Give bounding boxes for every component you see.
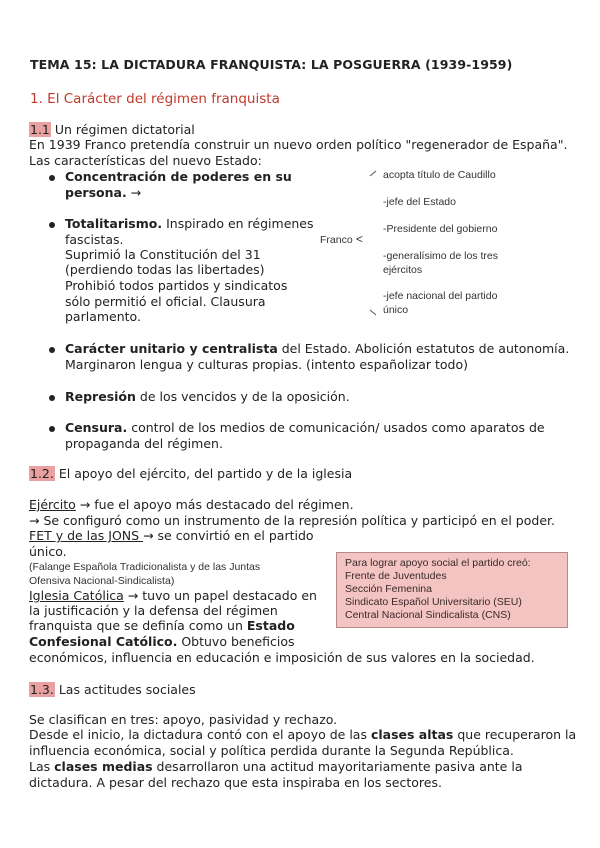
bullet-dot [49, 426, 55, 432]
subsection-heading-1-2 [29, 466, 352, 481]
iglesia-text: franquista que se definía como un [29, 618, 247, 633]
bullet-2-line-1 [65, 216, 314, 232]
ejercito-line-2: → Se configuró como un instrumento de la represión política y participó en el poder. [29, 513, 555, 528]
note-box-line-5: Central Nacional Sindicalista (CNS) [345, 609, 511, 621]
iglesia-text: Obtuvo beneficios [177, 634, 295, 649]
franco-note-3: -Presidente del gobierno [383, 223, 498, 235]
actitudes-line-4 [29, 759, 522, 775]
bullet-2-rest: Inspirado en régimenes [162, 216, 314, 231]
bullet-2-line-6: sólo permitió el oficial. Clausura [65, 294, 266, 309]
actitudes-text: Desde el inicio, la dictadura contó con el apoyo de las [29, 727, 371, 742]
iglesia-rest: → tuvo un papel destacado en [123, 588, 317, 603]
actitudes-line-5: dictadura. A pesar del rechazo que esta inspiraba en los sectores. [29, 775, 442, 790]
falange-line-2: Ofensiva Nacional-Sindicalista) [29, 575, 175, 587]
falange-line-1: (Falange Española Tradicionalista y de las Juntas [29, 561, 261, 573]
bullet-1-line-2 [65, 185, 141, 201]
subsection-number: 1.1 [30, 122, 50, 137]
bullet-3-rest: del Estado. Abolición estatutos de autonomía. [277, 341, 570, 356]
note-box-line-4: Sindicato Español Universitario (SEU) [345, 596, 522, 608]
bullet-dot [49, 222, 55, 228]
subsection-label: Las actitudes sociales [58, 682, 196, 697]
iglesia-line-5: económicos, influencia en educación e imposición de sus valores en la sociedad. [29, 650, 535, 665]
intro-line-2: Las características del nuevo Estado: [29, 153, 262, 168]
subsection-label: El apoyo del ejército, del partido y de la iglesia [58, 466, 353, 481]
franco-note-5a: -jefe nacional del partido [383, 290, 498, 302]
bullet-4-line-1 [65, 389, 350, 405]
note-box-line-3: Sección Femenina [345, 583, 432, 595]
iglesia-line-2: la justificación y la defensa del régimen [29, 603, 278, 618]
note-box-line-2: Frente de Juventudes [345, 570, 447, 582]
iglesia-line-4 [29, 634, 295, 650]
bullet-3-bold: Carácter unitario y centralista [65, 341, 278, 356]
subsection-heading-1-3 [29, 682, 196, 697]
clases-altas-bold: clases altas [370, 727, 454, 742]
subsection-number: 1.2. [30, 466, 54, 481]
actitudes-text: desarrollaron una actitud mayoritariamente pasiva ante la [152, 759, 523, 774]
brace-lines-icon [366, 168, 382, 318]
fet-term: FET y de las JONS [29, 528, 144, 543]
bullet-5-line-1 [65, 420, 545, 436]
fet-line [29, 528, 314, 544]
franco-label: Franco < [320, 232, 364, 246]
subsection-number: 1.3. [30, 682, 54, 697]
ejercito-line [29, 497, 354, 513]
franco-text: Franco [320, 234, 353, 246]
iglesia-line [29, 588, 317, 604]
bullet-2-line-2: fascistas. [65, 232, 124, 247]
actitudes-text: Las [29, 759, 55, 774]
franco-note-1: acopta título de Caudillo [383, 169, 496, 181]
bullet-5-line-2: propaganda del régimen. [65, 436, 223, 451]
bullet-1-bold: persona. [65, 185, 127, 200]
bullet-1-line-1: Concentración de poderes en su [65, 169, 292, 184]
franco-note-4b: ejércitos [383, 264, 423, 276]
arrow: → [126, 185, 142, 200]
bullet-dot [49, 175, 55, 181]
bullet-2-line-5: Prohibió todos partidos y sindicatos [65, 278, 288, 293]
actitudes-line-2 [29, 727, 576, 743]
bullet-2-bold: Totalitarismo. [65, 216, 163, 231]
bullet-2-line-7: parlamento. [65, 309, 141, 324]
franco-note-4a: -generalísimo de los tres [383, 250, 498, 262]
section-heading: 1. El Carácter del régimen franquista [30, 91, 280, 107]
actitudes-line-3: influencia económica, social y política perdida durante la Segunda República. [29, 743, 514, 758]
bullet-5-rest: control de los medios de comunicación/ usados como aparatos de [127, 420, 545, 435]
ejercito-rest: → fue el apoyo más destacado del régimen. [75, 497, 354, 512]
iglesia-term: Iglesia Católica [29, 588, 124, 603]
franco-note-5b: único [383, 304, 409, 316]
intro-line-1: En 1939 Franco pretendía construir un nuevo orden político "regenerador de España". [29, 137, 568, 152]
bullet-5-bold: Censura. [65, 420, 128, 435]
bullet-dot [49, 347, 55, 353]
actitudes-text: que recuperaron la [453, 727, 577, 742]
bullet-3-line-2: Marginaron lengua y culturas propias. (intento españolizar todo) [65, 357, 469, 372]
subsection-heading-1-1 [29, 122, 195, 137]
bullet-2-line-3: Suprimió la Constitución del 31 [65, 247, 261, 262]
bullet-4-rest: de los vencidos y de la oposición. [135, 389, 350, 404]
bullet-dot [49, 395, 55, 401]
estado-bold: Estado [246, 618, 295, 633]
bullet-4-bold: Represión [65, 389, 136, 404]
note-box [336, 552, 568, 628]
franco-note-2: -jefe del Estado [383, 196, 456, 208]
document-title: TEMA 15: LA DICTADURA FRANQUISTA: LA POSGUERRA (1939-1959) [30, 57, 513, 72]
clases-medias-bold: clases medias [54, 759, 153, 774]
bullet-2-line-4: (perdiendo todas las libertades) [65, 262, 265, 277]
iglesia-line-3 [29, 618, 295, 634]
unico-line: único. [29, 544, 67, 559]
actitudes-line-1: Se clasifican en tres: apoyo, pasividad y rechazo. [29, 712, 338, 727]
fet-rest: → se convirtió en el partido [143, 528, 314, 543]
ejercito-term: Ejército [29, 497, 76, 512]
bullet-3-line-1 [65, 341, 569, 357]
confesional-bold: Confesional Católico. [29, 634, 178, 649]
subsection-label: Un régimen dictatorial [54, 122, 195, 137]
note-box-line-1: Para lograr apoyo social el partido creó: [345, 557, 531, 569]
